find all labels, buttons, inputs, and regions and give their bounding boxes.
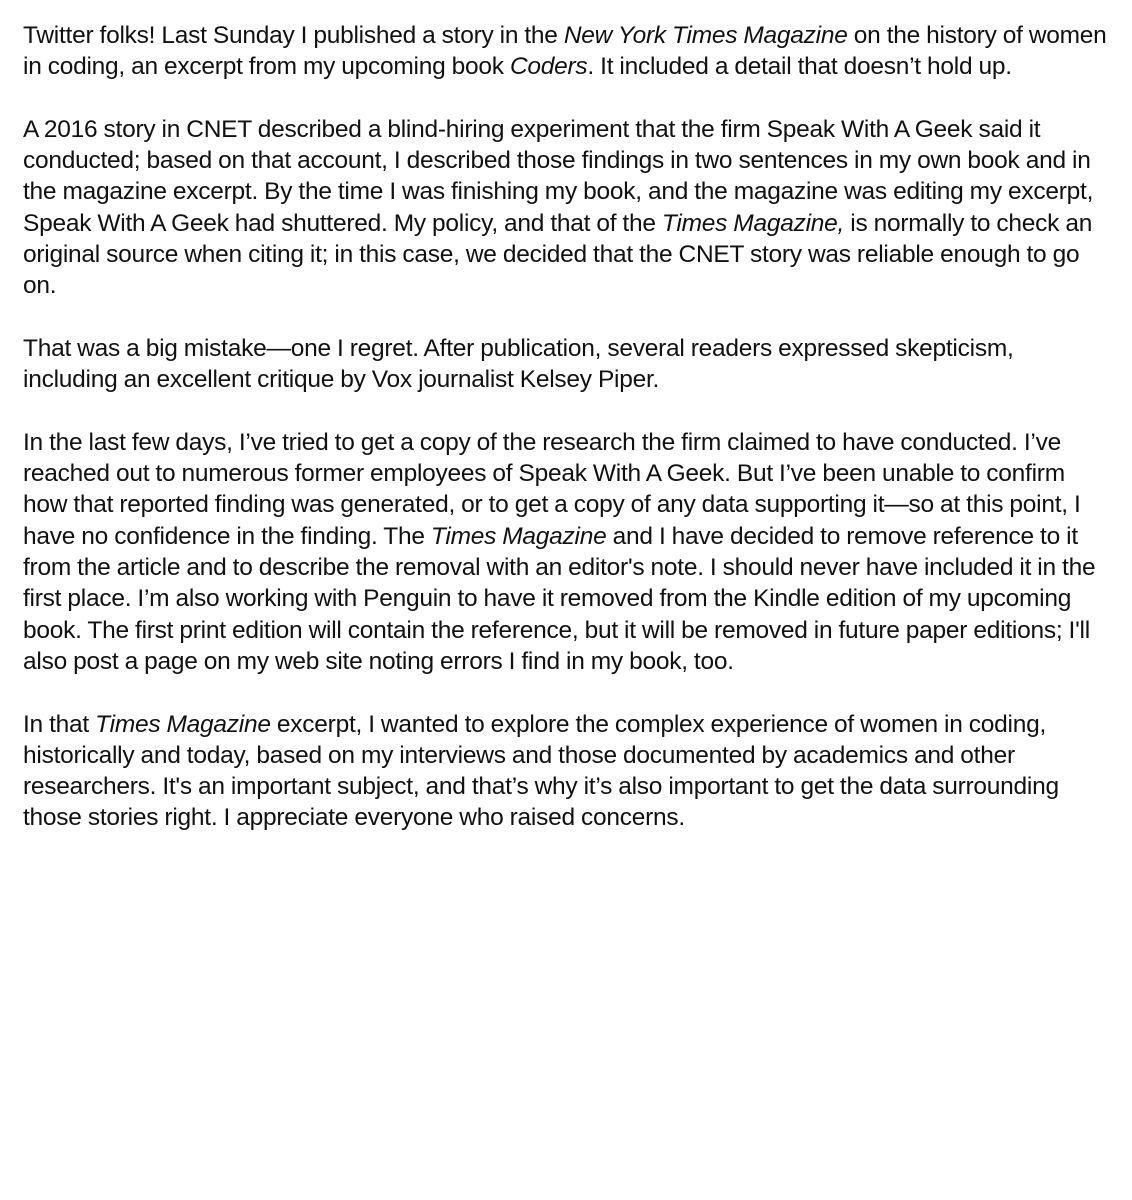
- text-segment: In that: [23, 710, 96, 738]
- text-segment: excerpt, I wanted to explore the complex experience of women in coding, historically and today, based on my interviews and those documented by academics and other researchers. It's an important subject, and that’s why it’s also important to get the data surrounding those stories right. I appreciate everyone who raised concerns.: [23, 710, 1059, 832]
- paragraph-mistake: [23, 333, 1110, 396]
- text-segment: on the history of women in coding, an excerpt from my upcoming book: [23, 22, 1107, 81]
- paragraph-intro: [23, 20, 1110, 83]
- paragraph-background: [23, 114, 1110, 302]
- text-segment: . It included a detail that doesn’t hold up.: [587, 53, 1012, 81]
- text-segment: In the last few days, I’ve tried to get a copy of the research the firm claimed to have conducted. I’ve reached out to numerous former employees of Speak With A Geek. But I’ve been unable to confirm how that reported finding was generated, or to get a copy of any data supporting it—so at this point, I have no confidence in the finding. The: [23, 428, 1081, 550]
- text-segment: Twitter folks! Last Sunday I published a story in the: [23, 22, 564, 49]
- text-segment: and I have decided to remove reference to it from the article and to describe the removal with an editor's note. I should never have included it in the first place. I’m also working with Penguin to have it removed from the Kindle edition of my upcoming book. The first print edition will contain the reference, but it will be removed in future paper editions; I'll also post a page on my web site noting errors I find in my book, too.: [23, 522, 1096, 675]
- italic-publication-title: Times Magazine: [95, 710, 271, 738]
- paragraph-conclusion: [23, 709, 1110, 834]
- italic-publication-title: New York Times Magazine: [563, 22, 848, 49]
- paragraph-investigation: [23, 427, 1110, 677]
- italic-publication-title: Times Magazine,: [661, 209, 845, 237]
- italic-book-title: Coders: [509, 53, 588, 81]
- italic-publication-title: Times Magazine: [430, 522, 607, 550]
- text-segment: is normally to check an original source when citing it; in this case, we decided that the CNET story was reliable enough to go on.: [23, 209, 1093, 300]
- text-segment: A 2016 story in CNET described a blind-hiring experiment that the firm Speak With A Geek said it conducted; based on that account, I described those findings in two sentences in my own book and in the magazine excerpt. By the time I was finishing my book, and the magazine was editing my excerpt, Speak With A Geek had shuttered. My policy, and that of the: [23, 115, 1094, 237]
- text-segment: That was a big mistake—one I regret. After publication, several readers expressed skepticism, including an excellent critique by Vox journalist Kelsey Piper.: [23, 334, 1014, 394]
